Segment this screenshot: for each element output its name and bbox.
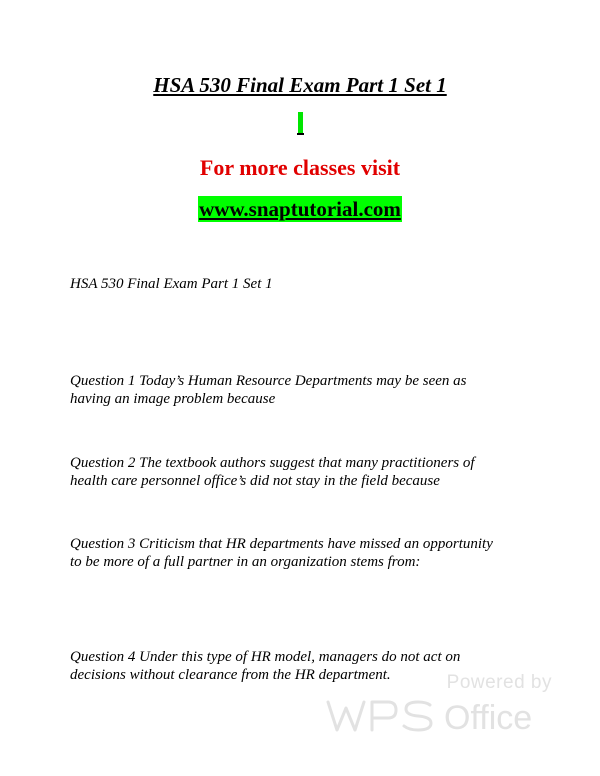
question-4-line-2: decisions without clearance from the HR department. [70, 667, 391, 683]
svg-text:Office: Office [444, 699, 533, 736]
marker-underline [297, 133, 304, 135]
website-link[interactable]: www.snaptutorial.com [199, 197, 401, 221]
question-2 [70, 454, 540, 490]
promo-text: For more classes visit [199, 155, 401, 180]
wps-watermark [326, 670, 556, 740]
question-4-line-1: Question 4 Under this type of HR model, managers do not act on [70, 649, 461, 665]
question-2-line-1: Question 2 The textbook authors suggest that many practitioners of [70, 455, 475, 471]
question-1-line-2: having an image problem because [70, 391, 276, 407]
wps-office-logo [326, 696, 552, 736]
question-3-line-1: Question 3 Criticism that HR departments have missed an opportunity [70, 536, 493, 552]
subtitle-text: HSA 530 Final Exam Part 1 Set 1 [70, 276, 273, 292]
document-subtitle [70, 275, 540, 293]
question-1-line-1: Question 1 Today’s Human Resource Departments may be seen as [70, 373, 467, 389]
url-container [0, 196, 600, 222]
document-title: HSA 530 Final Exam Part 1 Set 1 [153, 73, 447, 97]
question-2-line-2: health care personnel office’s did not stay in the field because [70, 473, 440, 489]
question-3 [70, 535, 540, 571]
question-3-line-2: to be more of a full partner in an organization stems from: [70, 554, 421, 570]
question-1 [70, 372, 540, 408]
watermark-powered-by: Powered by [446, 672, 552, 693]
highlight-marker [298, 112, 303, 134]
